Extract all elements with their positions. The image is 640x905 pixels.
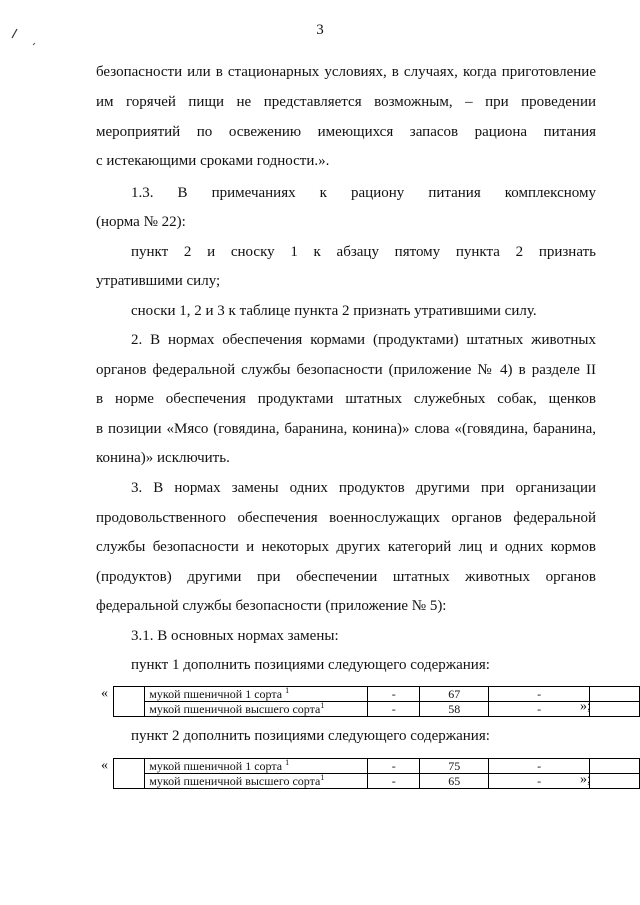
table-cell: 58 bbox=[420, 702, 489, 717]
substitution-table-2 bbox=[113, 758, 640, 789]
table-cell: - bbox=[368, 759, 420, 774]
table-cell bbox=[114, 687, 145, 717]
table-cell bbox=[145, 759, 368, 774]
text-line: органов федеральной службы безопасности (приложение № 4) в разделе II bbox=[96, 362, 596, 378]
table-cell: - bbox=[489, 687, 590, 702]
paragraph-3-1: 3.1. В основных нормах замены: bbox=[131, 628, 339, 644]
cell-text: мукой пшеничной высшего сорта bbox=[149, 774, 321, 788]
table-cell bbox=[145, 702, 368, 717]
text-line: федеральной службы безопасности (приложение № 5): bbox=[96, 598, 447, 614]
page-number: 3 bbox=[316, 22, 324, 38]
table-cell bbox=[114, 759, 145, 789]
table-row bbox=[114, 774, 640, 789]
text-line: мероприятий по освежению имеющихся запасов рациона питания bbox=[96, 124, 596, 140]
table2-intro: пункт 2 дополнить позициями следующего содержания: bbox=[131, 728, 490, 744]
scan-marks bbox=[0, 0, 60, 100]
table-cell: 75 bbox=[420, 759, 489, 774]
text-line: 1.3. В примечаниях к рациону питания комплексному bbox=[131, 185, 596, 201]
text-line: 2. В нормах обеспечения кормами (продуктами) штатных животных bbox=[131, 332, 596, 348]
table-cell bbox=[590, 759, 640, 774]
text-line: в позиции «Мясо (говядина, баранина, конина)» слова «(говядина, баранина, bbox=[96, 421, 596, 437]
table1-open-quote: « bbox=[101, 686, 108, 701]
footnote-mark: 1 bbox=[320, 773, 325, 782]
paragraph-snoski: сноски 1, 2 и 3 к таблице пункта 2 признать утратившими силу. bbox=[131, 303, 537, 319]
text-line: 3. В нормах замены одних продуктов другими при организации bbox=[131, 480, 596, 496]
table-cell: - bbox=[489, 774, 590, 789]
table-cell: - bbox=[368, 702, 420, 717]
table2-open-quote: « bbox=[101, 758, 108, 773]
table-cell: 67 bbox=[420, 687, 489, 702]
text-line: в норме обеспечения продуктами штатных служебных собак, щенков bbox=[96, 391, 596, 407]
cell-text: мукой пшеничной 1 сорта bbox=[149, 687, 283, 701]
text-line: службы безопасности и некоторых других категорий лиц и одних кормов bbox=[96, 539, 596, 555]
table-cell: 65 bbox=[420, 774, 489, 789]
table-cell: - bbox=[368, 774, 420, 789]
text-line: (норма № 22): bbox=[96, 214, 186, 230]
text-span: безопасности или в стационарных условиях, в случаях, когда приготовление bbox=[96, 64, 596, 80]
table-row bbox=[114, 687, 640, 702]
table-row bbox=[114, 759, 640, 774]
footnote-mark: 1 bbox=[285, 686, 290, 695]
text-line: пункт 2 и сноску 1 к абзацу пятому пункта 2 признать bbox=[131, 244, 596, 260]
table-cell bbox=[590, 702, 640, 717]
table-cell: - bbox=[368, 687, 420, 702]
table-row bbox=[114, 702, 640, 717]
table-cell bbox=[145, 774, 368, 789]
footnote-mark: 1 bbox=[285, 758, 290, 767]
text-line: конина)» исключить. bbox=[96, 450, 230, 466]
text-line: утратившими силу; bbox=[96, 273, 221, 289]
table-cell: - bbox=[489, 759, 590, 774]
text-line: им горячей пищи не представляется возможным, – при проведении bbox=[96, 94, 596, 110]
table-cell bbox=[590, 687, 640, 702]
cell-text: мукой пшеничной высшего сорта bbox=[149, 702, 321, 716]
table-cell bbox=[145, 687, 368, 702]
text-line: продовольственного обеспечения военнослужащих органов федеральной bbox=[96, 510, 596, 526]
table1-intro: пункт 1 дополнить позициями следующего содержания: bbox=[131, 657, 490, 673]
text-line: с истекающими сроками годности.». bbox=[96, 153, 330, 169]
table-cell: - bbox=[489, 702, 590, 717]
text-line bbox=[96, 64, 596, 81]
footnote-mark: 1 bbox=[320, 701, 325, 710]
table2-close-quote: »; bbox=[580, 772, 591, 787]
substitution-table-1 bbox=[113, 686, 640, 717]
text-line: (продуктов) другими при обеспечении штатных животных органов bbox=[96, 569, 596, 585]
table1-close-quote: »; bbox=[580, 699, 591, 714]
table-cell bbox=[590, 774, 640, 789]
cell-text: мукой пшеничной 1 сорта bbox=[149, 759, 283, 773]
